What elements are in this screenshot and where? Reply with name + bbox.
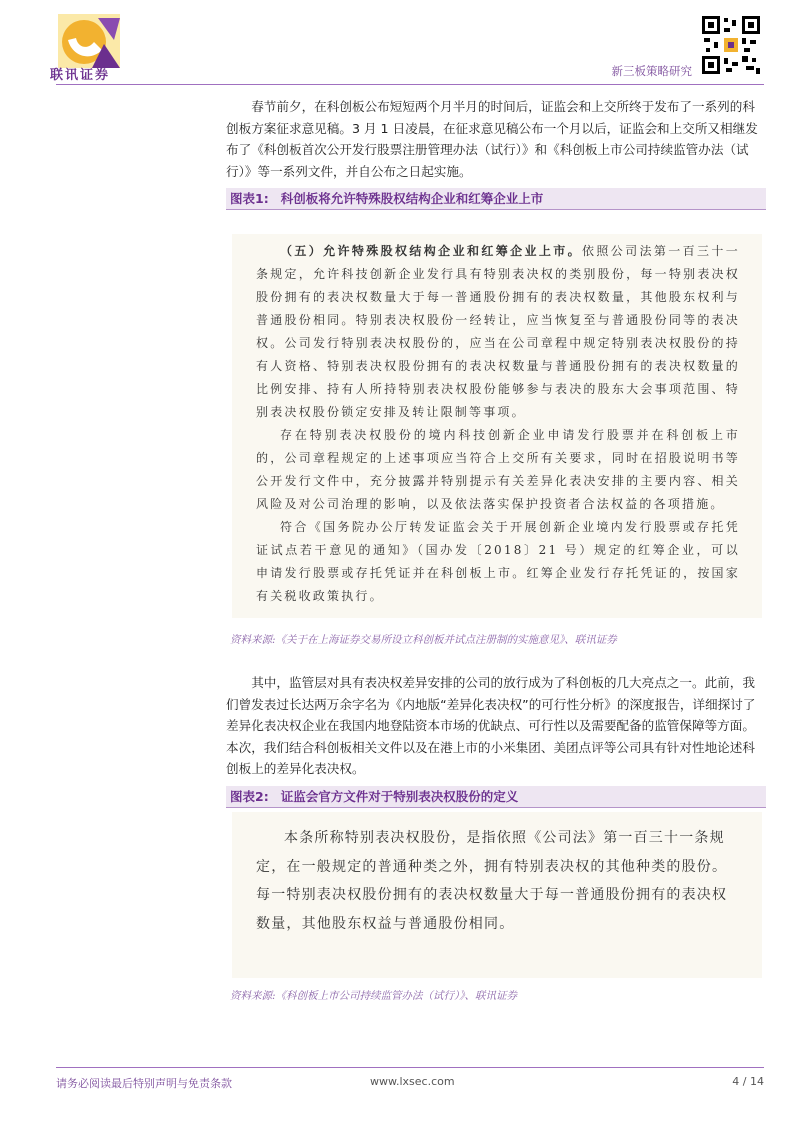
page-header <box>0 0 800 86</box>
figure-1-number: 图表1: <box>230 191 269 206</box>
figure-2-title: 证监会官方文件对于特别表决权股份的定义 <box>280 789 519 804</box>
figure-1-source: 资料来源:《关于在上海证券交易所设立科创板并试点注册制的实施意见》、联讯证券 <box>230 634 617 646</box>
excerpt-bold-lead: （五）允许特殊股权结构企业和红筹企业上市。 <box>280 244 582 258</box>
figure-1-title-bar <box>226 188 766 210</box>
figure-2-source: 资料来源:《科创板上市公司持续监管办法（试行）》、联讯证券 <box>230 990 518 1002</box>
figure-1-excerpt <box>232 234 762 618</box>
excerpt-paragraph-1 <box>256 240 740 424</box>
excerpt-paragraph-3: 符合《国务院办公厅转发证监会关于开展创新企业境内发行股票或存托凭证试点若干意见的通知》（国办发〔2018〕21 号）规定的红筹企业，可以申请发行股票或存托凭证并在科创板上市。红筹企业发行存托凭证的，按国家有关税收政策执行。 <box>256 520 740 603</box>
footer-disclaimer: 请务必阅读最后特别声明与免责条款 <box>56 1077 232 1090</box>
page-number: 4 / 14 <box>732 1075 764 1088</box>
body-paragraph-2: 其中，监管层对具有表决权差异安排的公司的放行成为了科创板的几大亮点之一。此前，我们曾发表过长达两万余字名为《内地版“差异化表决权”的可行性分析》的深度报告，详细探讨了差异化表决权企业在我国内地登陆资本市场的优缺点、可行性以及需要配备的监管保障等方面。本次，我们结合科创板相关文件以及在港上市的小米集团、美团点评等公司具有针对性地论述科创板上的差异化表决权。 <box>226 675 756 776</box>
qr-code-icon <box>700 14 762 76</box>
body-paragraph-1: 春节前夕，在科创板公布短短两个月半月的时间后，证监会和上交所终于发布了一系列的科创板方案征求意见稿。3 月 1 日凌晨，在征求意见稿公布一个月以后，证监会和上交所又相继发布了《科创板首次公开发行股票注册管理办法（试行）》和《科创板上市公司持续监管办法（试行）》等一系列文件，并自公布之日起实施。 <box>226 99 758 179</box>
figure-1-title: 科创板将允许特殊股权结构企业和红筹企业上市 <box>280 191 544 206</box>
figure-2-number: 图表2: <box>230 789 269 804</box>
excerpt-text-1: 依照公司法第一百三十一条规定，允许科技创新企业发行具有特别表决权的类别股份，每一特别表决权股份拥有的表决权数量大于每一普通股份拥有的表决权数量，其他股东权利与普通股份相同。特别表决权股份一经转让，应当恢复至与普通股份同等的表决权。公司发行特别表决权股份的，应当在公司章程中规定特别表决权股份的持有人资格、特别表决权股份拥有的表决权数量与普通股份拥有的表决权数量的比例安排、持有人所持特别表决权股份能够参与表决的股东大会事项范围、特别表决权股份锁定安排及转让限制等事项。 <box>256 244 741 419</box>
footer-divider <box>56 1067 764 1068</box>
figure-2-title-bar <box>226 786 766 808</box>
logo-text: 联讯证券 <box>50 68 111 83</box>
footer-website: www.lxsec.com <box>370 1075 455 1088</box>
figure-2-excerpt <box>232 812 762 978</box>
excerpt-paragraph-2: 存在特别表决权股份的境内科技创新企业申请发行股票并在科创板上市的，公司章程规定的上述事项应当符合上交所有关要求，同时在招股说明书等公开发行文件中，充分披露并特别提示有关差异化表决安排的主要内容、相关风险及对公司治理的影响，以及依法落实保护投资者合法权益的各项措施。 <box>256 428 740 511</box>
figure-2-text: 本条所称特别表决权股份，是指依照《公司法》第一百三十一条规定，在一般规定的普通种类之外，拥有特别表决权的其他种类的股份。每一特别表决权股份拥有的表决权数量大于每一普通股份拥有的表决权数量，其他股东权益与普通股份相同。 <box>256 830 728 932</box>
header-divider <box>56 84 764 85</box>
report-category: 新三板策略研究 <box>611 64 692 78</box>
